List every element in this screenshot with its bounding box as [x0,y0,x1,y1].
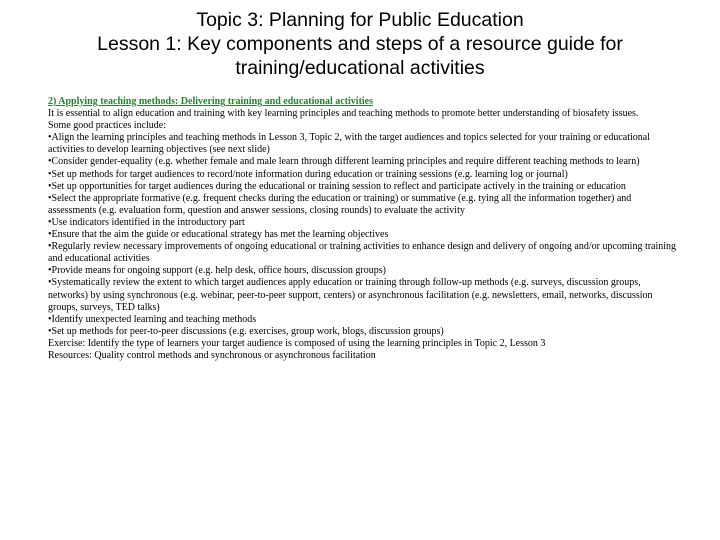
bullet-item: •Set up methods for peer-to-peer discussions (e.g. exercises, group work, blogs, discussion groups) [48,325,444,337]
bullet-item: •Regularly review necessary improvements of ongoing educational or training activities to enhance design and delivery of ongoing and/or upcoming training and educational activities [48,241,677,265]
bullet-item: •Ensure that the aim the guide or educational strategy has met the learning objectives [48,229,389,241]
lead-paragraph: Some good practices include: [48,120,167,132]
resources-paragraph: Resources: Quality control methods and synchronous or asynchronous facilitation [48,349,376,361]
slide-title [20,8,700,80]
title-line-3: training/educational activities [235,57,485,79]
intro-paragraph: It is essential to align education and training with key learning principles and teaching methods to promote better understanding of biosafety issues. [48,108,639,120]
title-line-2: Lesson 1: Key components and steps of a resource guide for [97,33,623,55]
bullet-item: •Systematically review the extent to which target audiences apply education or training through follow-up methods (e.g. surveys, discussion groups, networks) by using synchronous (e.g. webinar, peer-to-peer support, centers) or asynchronous facilitation (e.g. newsletters, email, networks, discussion groups, surveys, TED talks) [48,277,653,313]
bullet-item: •Use indicators identified in the introductory part [48,216,245,228]
bullet-item: •Set up methods for target audiences to record/note information during education or training sessions (e.g. learning log or journal) [48,168,568,180]
slide-body [48,96,680,362]
section-heading: 2) Applying teaching methods: Delivering training and educational activities [48,96,374,107]
bullet-item: •Consider gender-equality (e.g. whether female and male learn through different learning principles and require different teaching methods to learn) [48,156,640,168]
bullet-item: •Provide means for ongoing support (e.g. help desk, office hours, discussion groups) [48,265,386,277]
bullet-item: •Identify unexpected learning and teaching methods [48,313,257,325]
bullet-item: •Align the learning principles and teaching methods in Lesson 3, Topic 2, with the target audiences and topics selected for your training or educational activities to develop learning objectives (see next slide) [48,132,650,156]
bullet-item: •Set up opportunities for target audiences during the educational or training session to reflect and participate actively in the training or education [48,180,626,192]
title-line-1: Topic 3: Planning for Public Education [196,9,524,31]
bullet-item: •Select the appropriate formative (e.g. frequent checks during the education or training) or summative (e.g. tying all the information together) and assessments (e.g. evaluation form, question and answer sessions, closing rounds) to evaluate the activity [48,192,632,216]
exercise-paragraph: Exercise: Identify the type of learners your target audience is composed of using the learning principles in Topic 2, Lesson 3 [48,337,546,349]
